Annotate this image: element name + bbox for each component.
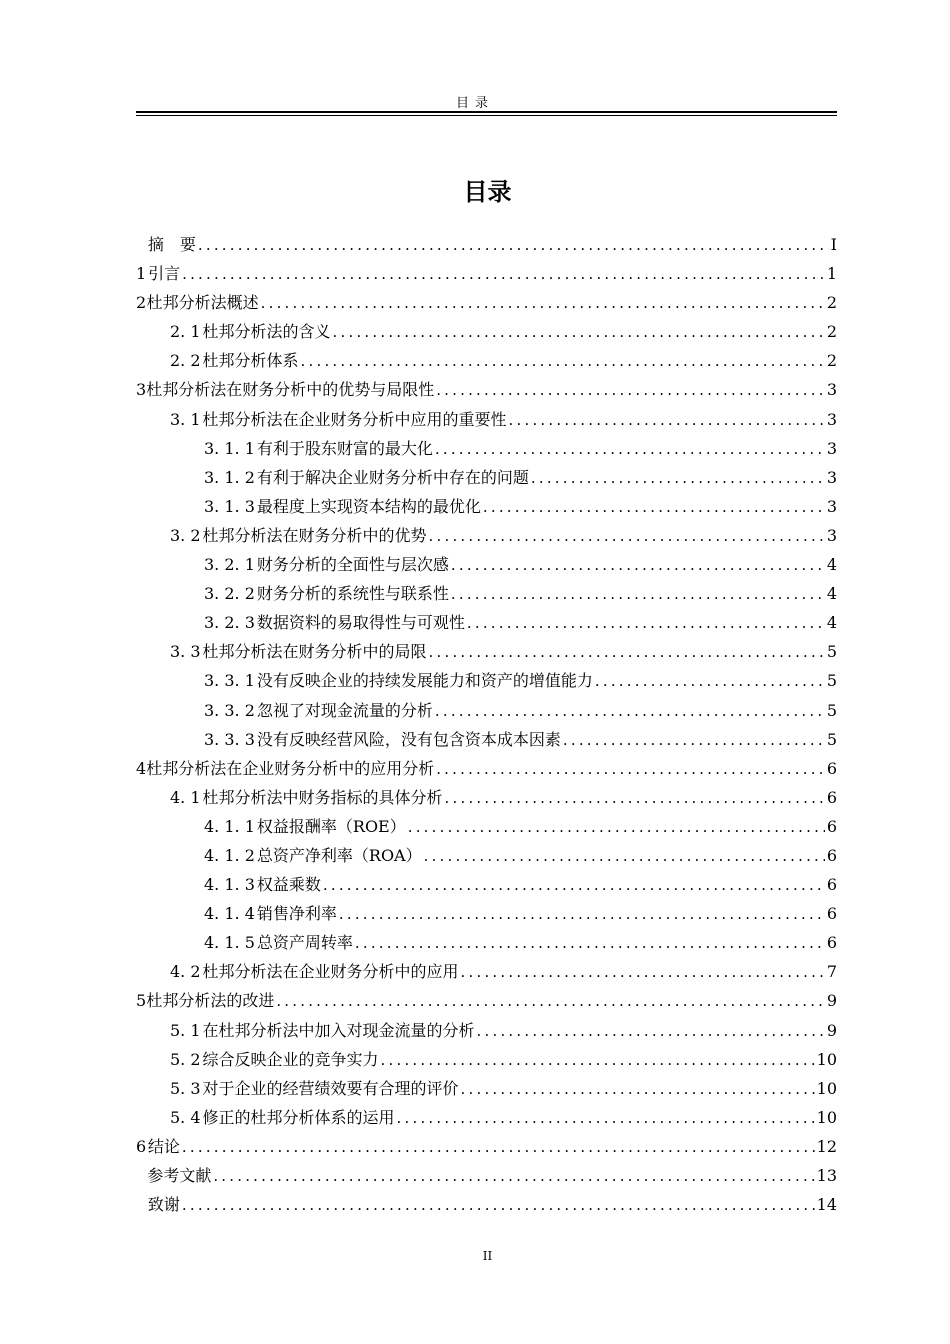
toc-dot-leader	[461, 1075, 815, 1103]
toc-dot-leader	[429, 638, 825, 666]
toc-entry[interactable]	[136, 725, 837, 754]
toc-entry[interactable]	[136, 637, 837, 666]
toc-dot-leader	[436, 376, 825, 404]
toc-entry-title: 最程度上实现资本结构的最优化	[256, 496, 481, 516]
toc-entry-page: I	[830, 235, 837, 254]
toc-entry-title: 没有反映企业的持续发展能力和资产的增值能力	[256, 671, 593, 691]
toc-entry-title: 杜邦分析法在财务分析中的局限	[202, 642, 427, 662]
toc-entry[interactable]	[136, 346, 837, 375]
toc-entry[interactable]	[136, 812, 837, 841]
toc-entry-title: 致谢	[147, 1195, 180, 1215]
toc-entry-page: 9	[826, 991, 837, 1011]
toc-entry-number: 3. 1	[170, 409, 201, 429]
toc-entry-page: 5	[826, 671, 837, 691]
toc-entry-title: 忽视了对现金流量的分析	[256, 700, 433, 720]
toc-entry-page: 3	[826, 525, 837, 545]
toc-entry-title: 杜邦分析法在企业财务分析中的应用分析	[146, 758, 435, 778]
toc-dot-leader	[323, 871, 825, 899]
toc-entry[interactable]	[136, 1161, 837, 1190]
toc-entry-number: 3	[136, 380, 147, 400]
toc-entry-number: 4. 1. 5	[204, 933, 255, 953]
toc-dot-leader	[429, 522, 825, 550]
toc-entry[interactable]	[136, 899, 837, 928]
toc-dot-leader	[182, 1191, 815, 1219]
toc-dot-leader	[339, 900, 825, 928]
toc-entry[interactable]	[136, 666, 837, 695]
toc-entry[interactable]	[136, 288, 837, 317]
toc-dot-leader	[408, 813, 825, 841]
footer-page-number: II	[482, 1249, 493, 1263]
toc-dot-leader	[445, 784, 825, 812]
toc-title: 目录	[463, 178, 512, 206]
toc-entry-title: 权益报酬率（ROE）	[256, 816, 406, 836]
toc-entry[interactable]	[136, 259, 837, 288]
toc-entry[interactable]	[136, 986, 837, 1015]
toc-dot-leader	[483, 493, 825, 521]
toc-entry[interactable]	[136, 521, 837, 550]
toc-entry-page: 6	[826, 904, 837, 924]
toc-entry[interactable]	[136, 317, 837, 346]
toc-dot-leader	[333, 318, 825, 346]
toc-entry-number: 3. 2. 2	[204, 584, 255, 604]
toc-entry[interactable]	[136, 841, 837, 870]
toc-entry-title: 结论	[147, 1136, 180, 1156]
toc-entry-number: 3. 1. 1	[204, 438, 255, 458]
toc-entry-number: 5. 2	[170, 1049, 201, 1069]
toc-dot-leader	[182, 260, 825, 288]
toc-entry-page: 3	[826, 380, 837, 400]
toc-entry-number: 4. 1. 2	[204, 845, 255, 865]
toc-entry-title: 综合反映企业的竞争实力	[202, 1049, 379, 1069]
toc-entry-page: 4	[826, 555, 837, 575]
table-of-contents	[136, 230, 837, 1219]
toc-entry-page: 12	[816, 1136, 837, 1156]
toc-entry[interactable]	[136, 375, 837, 404]
toc-entry-page: 5	[826, 700, 837, 720]
toc-entry-number: 4. 1. 1	[204, 816, 255, 836]
toc-entry-title: 杜邦分析法的含义	[202, 322, 331, 342]
toc-dot-leader	[451, 580, 825, 608]
header-rule-thin	[136, 115, 837, 116]
toc-entry-number: 4. 2	[170, 962, 201, 982]
toc-entry-number: 4. 1. 3	[204, 875, 255, 895]
toc-entry[interactable]	[136, 928, 837, 957]
toc-entry-page: 13	[816, 1166, 837, 1185]
toc-entry[interactable]	[136, 754, 837, 783]
toc-entry-title: 权益乘数	[256, 875, 321, 895]
toc-entry-page: 2	[826, 322, 837, 342]
toc-entry-title: 修正的杜邦分析体系的运用	[202, 1107, 395, 1127]
toc-entry[interactable]	[136, 1103, 837, 1132]
toc-entry-page: 3	[826, 467, 837, 487]
toc-entry-number: 3. 3	[170, 642, 201, 662]
toc-entry-page: 3	[826, 496, 837, 516]
toc-entry-page: 5	[826, 642, 837, 662]
toc-entry-title: 杜邦分析法的改进	[146, 991, 275, 1011]
toc-entry[interactable]	[136, 1074, 837, 1103]
toc-dot-leader	[595, 667, 825, 695]
toc-entry-number: 4	[136, 758, 147, 778]
toc-entry[interactable]	[136, 230, 837, 259]
toc-entry-number: 4. 1	[170, 787, 201, 807]
toc-entry[interactable]	[136, 783, 837, 812]
toc-entry[interactable]	[136, 1132, 837, 1161]
toc-entry-page: 1	[826, 264, 837, 284]
toc-entry-number: 6	[136, 1136, 147, 1156]
toc-entry-number: 3. 3. 1	[204, 671, 255, 691]
toc-entry-title: 杜邦分析法概述	[146, 293, 259, 313]
toc-entry-page: 4	[826, 613, 837, 633]
toc-entry-page: 6	[826, 816, 837, 836]
toc-entry-title: 财务分析的全面性与层次感	[256, 555, 449, 575]
toc-entry-title: 杜邦分析法中财务指标的具体分析	[202, 787, 443, 807]
toc-entry-page: 3	[826, 438, 837, 458]
toc-dot-leader	[301, 347, 825, 375]
toc-entry-title: 有利于股东财富的最大化	[256, 438, 433, 458]
toc-entry-title: 杜邦分析法在财务分析中的优势与局限性	[146, 380, 435, 400]
toc-entry-number: 4. 1. 4	[204, 904, 255, 924]
toc-entry-page: 10	[816, 1107, 837, 1127]
toc-entry-title: 引言	[148, 264, 181, 284]
toc-entry-page: 6	[826, 787, 837, 807]
toc-entry-number: 2	[136, 293, 147, 313]
toc-entry-number: 1	[136, 264, 147, 284]
toc-entry-page: 2	[826, 351, 837, 371]
toc-entry-title: 参考文献	[147, 1166, 212, 1185]
toc-dot-leader	[563, 726, 825, 754]
toc-entry-page: 6	[826, 845, 837, 865]
toc-entry-number: 3. 1. 3	[204, 496, 255, 516]
toc-entry-page: 5	[826, 729, 837, 749]
toc-entry-title: 有利于解决企业财务分析中存在的问题	[256, 467, 529, 487]
toc-entry-number: 3. 2. 1	[204, 555, 255, 575]
toc-entry[interactable]	[136, 608, 837, 637]
toc-entry[interactable]	[136, 870, 837, 899]
toc-entry-title: 在杜邦分析法中加入对现金流量的分析	[202, 1020, 475, 1040]
toc-dot-leader	[355, 929, 825, 957]
toc-dot-leader	[435, 697, 825, 725]
toc-entry-title: 杜邦分析法在财务分析中的优势	[202, 525, 427, 545]
toc-dot-leader	[451, 551, 825, 579]
toc-entry-page: 6	[826, 933, 837, 953]
toc-entry-number: 3. 1. 2	[204, 467, 255, 487]
toc-entry-page: 9	[826, 1020, 837, 1040]
toc-dot-leader	[276, 987, 824, 1015]
toc-entry-page: 10	[816, 1078, 837, 1098]
toc-dot-leader	[461, 958, 825, 986]
toc-dot-leader	[435, 435, 825, 463]
toc-entry-page: 6	[826, 875, 837, 895]
toc-dot-leader	[467, 609, 825, 637]
toc-entry-title: 杜邦分析体系	[202, 351, 299, 371]
toc-entry[interactable]	[136, 1016, 837, 1045]
toc-dot-leader	[424, 842, 825, 870]
toc-entry-title: 摘 要	[147, 235, 196, 254]
toc-entry[interactable]	[136, 434, 837, 463]
toc-dot-leader	[213, 1162, 814, 1190]
running-header-title: 目录	[455, 96, 494, 111]
toc-entry-number: 2. 2	[170, 351, 201, 371]
toc-entry-number: 5. 1	[170, 1020, 201, 1040]
toc-entry-title: 销售净利率	[256, 904, 337, 924]
toc-entry-title: 没有反映经营风险，没有包含资本成本因素	[256, 729, 561, 749]
toc-dot-leader	[477, 1017, 825, 1045]
toc-entry-title: 总资产净利率（ROA）	[256, 845, 422, 865]
toc-dot-leader	[509, 406, 825, 434]
toc-entry-page: 14	[816, 1195, 837, 1215]
toc-entry-page: 3	[826, 409, 837, 429]
toc-entry-number: 3. 2. 3	[204, 613, 255, 633]
toc-entry-title: 总资产周转率	[256, 933, 353, 953]
toc-dot-leader	[182, 1133, 815, 1161]
toc-entry-number: 3. 2	[170, 525, 201, 545]
toc-entry[interactable]	[136, 550, 837, 579]
toc-entry[interactable]	[136, 696, 837, 725]
toc-entry-title: 杜邦分析法在企业财务分析中的应用	[202, 962, 459, 982]
toc-dot-leader	[436, 755, 825, 783]
toc-entry[interactable]	[136, 405, 837, 434]
toc-dot-leader	[261, 289, 825, 317]
toc-dot-leader	[397, 1104, 815, 1132]
toc-entry-title: 杜邦分析法在企业财务分析中应用的重要性	[202, 409, 507, 429]
toc-entry-page: 2	[826, 293, 837, 313]
toc-dot-leader	[381, 1046, 815, 1074]
toc-entry[interactable]	[136, 579, 837, 608]
toc-entry-number: 5. 4	[170, 1107, 201, 1127]
toc-entry[interactable]	[136, 1045, 837, 1074]
toc-entry-number: 3. 3. 2	[204, 700, 255, 720]
toc-entry-title: 数据资料的易取得性与可观性	[256, 613, 465, 633]
toc-dot-leader	[531, 464, 825, 492]
toc-entry[interactable]	[136, 492, 837, 521]
toc-dot-leader	[198, 231, 829, 259]
toc-entry-number: 5	[136, 991, 147, 1011]
toc-entry-title: 对于企业的经营绩效要有合理的评价	[202, 1078, 459, 1098]
toc-entry-number: 2. 1	[170, 322, 201, 342]
toc-entry-page: 7	[826, 962, 837, 982]
toc-entry-number: 5. 3	[170, 1078, 201, 1098]
toc-entry-page: 10	[816, 1049, 837, 1069]
toc-entry-page: 6	[826, 758, 837, 778]
toc-entry-number: 3. 3. 3	[204, 729, 255, 749]
toc-entry[interactable]	[136, 463, 837, 492]
toc-entry[interactable]	[136, 957, 837, 986]
toc-entry-page: 4	[826, 584, 837, 604]
header-rule-thick	[136, 111, 837, 113]
toc-entry[interactable]	[136, 1190, 837, 1219]
toc-entry-title: 财务分析的系统性与联系性	[256, 584, 449, 604]
